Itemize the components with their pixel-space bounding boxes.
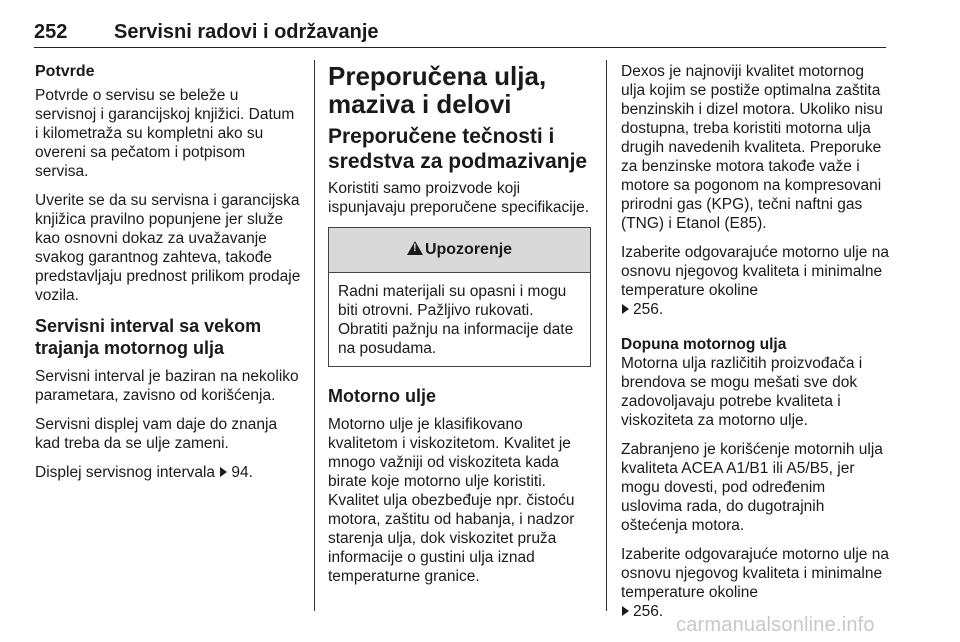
page-reference[interactable]: 94. bbox=[231, 464, 253, 481]
paragraph: Dexos je najnoviji kvalitet motornog ulja kojim se postiže optimalna zaštita benzinskih i dizel motora. Ukoliko nisu dostupna, treba koristiti motorna ulja drugih navedenih kvaliteta. Preporuke za benzinske motora takođe važe i motore sa pogonom na kompresovani prirodni gas (KPG), tečni naftni gas (TNG) i Etanol (E85). bbox=[621, 63, 883, 232]
heading-oil-topup: Dopuna motornog ulja bbox=[621, 336, 787, 353]
page-title: Servisni radovi i održavanje bbox=[114, 21, 379, 43]
heading-recommended-fluids: Preporučene tečnosti i sredstva za podmazivanje bbox=[328, 125, 588, 173]
page-reference[interactable]: 256. bbox=[633, 301, 664, 318]
column-divider-2 bbox=[606, 60, 607, 611]
column-1 bbox=[35, 62, 301, 492]
heading-service-interval: Servisni interval sa vekom trajanja motornog ulja bbox=[35, 316, 262, 358]
column-2 bbox=[328, 62, 591, 596]
page-reference-arrow-icon bbox=[622, 304, 629, 314]
heading-potvrde: Potvrde bbox=[35, 63, 95, 80]
warning-title: Upozorenje bbox=[424, 241, 513, 258]
paragraph-with-reference bbox=[621, 545, 889, 621]
paragraph: Uverite se da su servisna i garancijska knjižica pravilno popunjene jer služe kao osnovni dokaz za uvažavanje svakog garantnog zahteva, takođe predstavljaju prednost prilikom prodaje vozila. bbox=[35, 192, 301, 304]
paragraph-with-reference bbox=[35, 463, 301, 482]
paragraph: Servisni interval je baziran na nekoliko parametara, zavisno od korišćenja. bbox=[35, 368, 299, 404]
paragraph-text: Izaberite odgovarajuće motorno ulje na osnovu njegovog kvaliteta i minimalne temperature okoline bbox=[621, 546, 889, 601]
warning-triangle-icon bbox=[407, 241, 423, 255]
header-rule bbox=[34, 47, 886, 48]
paragraph-text: Displej servisnog intervala bbox=[35, 464, 216, 481]
warning-box bbox=[328, 227, 591, 367]
paragraph-text: Izaberite odgovarajuće motorno ulje na osnovu njegovog kvaliteta i minimalne temperature okoline bbox=[621, 244, 889, 299]
watermark: carmanualsonline.info bbox=[676, 614, 875, 636]
page-header bbox=[34, 12, 886, 48]
page-reference-arrow-icon bbox=[220, 467, 227, 477]
page-number: 252 bbox=[34, 21, 68, 43]
paragraph: Zabranjeno je korišćenje motornih ulja kvaliteta ACEA A1/B1 ili A5/B5, jer mogu dovesti, pod određenim uslovima rada, do dugotrajnih oštećenja motora. bbox=[621, 441, 883, 534]
warning-text: Radni materijali su opasni i mogu biti otrovni. Pažljivo rukovati. Obratiti pažnju na informacije date na posudama. bbox=[338, 283, 574, 357]
column-divider-1 bbox=[314, 60, 315, 611]
warning-body bbox=[329, 273, 590, 366]
paragraph: Potvrde o servisu se beleže u servisnoj i garancijskoj knjižici. Datum i kilometraža su kompletni ako su overeni sa pečatom i potpisom servisa. bbox=[35, 87, 295, 180]
paragraph: Koristiti samo proizvode koji ispunjavaju preporučene specifikacije. bbox=[328, 180, 590, 216]
paragraph: Motorno ulje je klasifikovano kvalitetom i viskozitetom. Kvalitet je mnogo važniji od viskoziteta kada birate koje motorno ulje koristiti. Kvalitet ulja obezbeđuje npr. čistoću motora, zaštitu od habanja, i nadzor starenja ulja, dok viskozitet pruža informacije o gustini ulja iznad temperaturne granice. bbox=[328, 416, 575, 585]
page-reference-arrow-icon bbox=[622, 606, 629, 616]
page-reference[interactable]: 256. bbox=[633, 603, 664, 620]
heading-engine-oil: Motorno ulje bbox=[328, 386, 436, 406]
heading-recommended-oils: Preporučena ulja, maziva i delovi bbox=[328, 61, 547, 119]
paragraph-with-reference bbox=[621, 243, 889, 319]
paragraph: Servisni displej vam daje do znanja kad treba da se ulje zameni. bbox=[35, 416, 278, 452]
warning-header bbox=[329, 228, 590, 273]
paragraph: Motorna ulja različitih proizvođača i brendova se mogu mešati sve dok zadovoljavaju potrebe kvaliteta i viskoziteta za motorno ulje. bbox=[621, 355, 863, 429]
column-3 bbox=[621, 62, 889, 631]
